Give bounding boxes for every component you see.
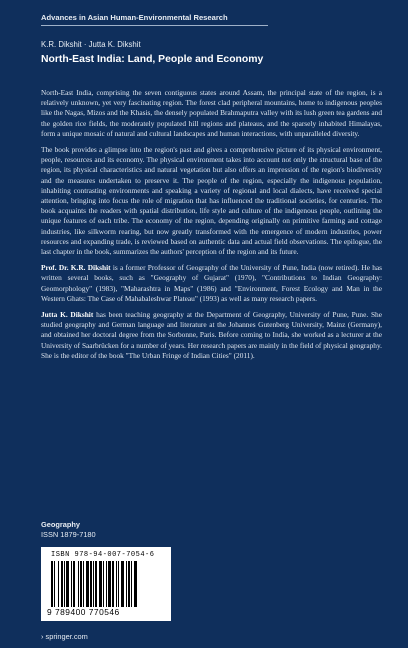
barcode-bar [131, 561, 132, 607]
blurb-paragraph-1: North-East India, comprising the seven contiguous states around Assam, the principal state of the region, is a relatively unknown, yet very fascinating region. The forest clad peripheral mountains, home to indigenous peoples like the Nagas, Mizos and the Khasis, the densely populated Brahmaputra valley with its lush green tea gardens and the golden rice fields, the moderately populated hill regions and plateaus, and the sparsely inhabited Himalayas, form a unique mosaic of natural and cultural landscapes and human interactions, with unparalleled diversity. [41, 88, 382, 138]
author-bio-1-text: is a former Professor of Geography of the University of Pune, India (now retired). He has written several books, such as "Geography of Gujarat" (1970), "Contributions to Indian Geography: Geomorphology" (1983), "Maharashtra in Maps" (1986) and "Environment, Forest Ecology and Man in the Western Ghats: The Case of Mahabaleshwar Plateau" (1993) as well as many research papers. [41, 263, 383, 303]
author-bio-1 [41, 263, 382, 304]
barcode-bar [90, 561, 92, 607]
publisher-website[interactable]: › springer.com [41, 632, 88, 641]
author-bio-2-text: has been teaching geography at the Department of Geography, University of Pune, Pune. She studied geography and German language and literature at the Johannes Gutenberg University, Mainz (Germany), and obtained her doctoral degree from the Sorbonne, Paris. Before coming to India, she worked as a lecturer at the University of Saarbrücken for a number of years. Her research papers are mainly in the field of physical geography. She is the editor of the book "The Urban Fringe of Indian Cities" (2011). [41, 310, 382, 360]
barcode-bar [73, 561, 75, 607]
cover-header [0, 0, 408, 84]
barcode-bar [51, 561, 53, 607]
barcode-bar [118, 561, 119, 607]
barcode-icon [51, 561, 161, 607]
barcode-bar [54, 561, 55, 607]
barcode-bar [64, 561, 65, 607]
isbn-text: ISBN 978-94-007-7054-6 [51, 551, 155, 559]
barcode-bar [103, 561, 104, 607]
barcode-bar [121, 561, 124, 607]
series-info [41, 520, 96, 539]
barcode-bar [112, 561, 114, 607]
barcode-box [41, 547, 171, 621]
barcode-bar [126, 561, 127, 607]
barcode-bar [61, 561, 63, 607]
barcode-bar [99, 561, 102, 607]
author-bio-2 [41, 310, 382, 361]
barcode-digits: 9 789400 770546 [47, 607, 120, 617]
book-title: North-East India: Land, People and Economy [41, 54, 264, 65]
blurb [41, 88, 382, 367]
barcode-bar [106, 561, 107, 607]
barcode-bar [71, 561, 72, 607]
barcode-bar [66, 561, 69, 607]
barcode-bar [108, 561, 111, 607]
author-name-2: Jutta K. Dikshit [41, 310, 94, 320]
barcode-bar [116, 561, 117, 607]
subject-label: Geography [41, 520, 81, 529]
authors: K.R. Dikshit · Jutta K. Dikshit [41, 40, 141, 49]
series-title: Advances in Asian Human-Environmental Research [41, 13, 228, 22]
barcode-bar [134, 561, 137, 607]
issn: ISSN 1879-7180 [41, 529, 96, 539]
barcode-bar [58, 561, 59, 607]
barcode-bar [78, 561, 79, 607]
author-name-1: Prof. Dr. K.R. Dikshit [41, 263, 111, 273]
barcode-bar [128, 561, 130, 607]
barcode-bar [93, 561, 94, 607]
barcode-bar [86, 561, 89, 607]
blurb-paragraph-2: The book provides a glimpse into the region's past and gives a comprehensive picture of its physical environment, people, resources and its economy. The physical environment takes into account not only the structural base of the region, its physical characteristics and natural vegetation but also offers an impression of the region's biodiversity and the measures undertaken to preserve it. The people of the region, especially the indigenous population, inhabiting contrasting environments and speaking a variety of regional and local dialects, have received special attention, bringing into focus the role of migration that has influenced the traditional societies, for centuries. The book acquaints the readers with spatial distribution, life style and culture of the indigenous people, outlining the unique features of each tribe. The economy of the region, depending originally on primitive farming and cottage industries, like silkworm rearing, but now greatly transformed with the emergence of modern industries, power resources and expanding trade, is reviewed based on authentic data and actual field observations. The epilogue, the last chapter in the book, summarizes the authors' perception of the region and its future. [41, 145, 382, 257]
barcode-bar [83, 561, 84, 607]
barcode-bar [95, 561, 97, 607]
header-divider [41, 25, 268, 26]
barcode-bar [80, 561, 82, 607]
